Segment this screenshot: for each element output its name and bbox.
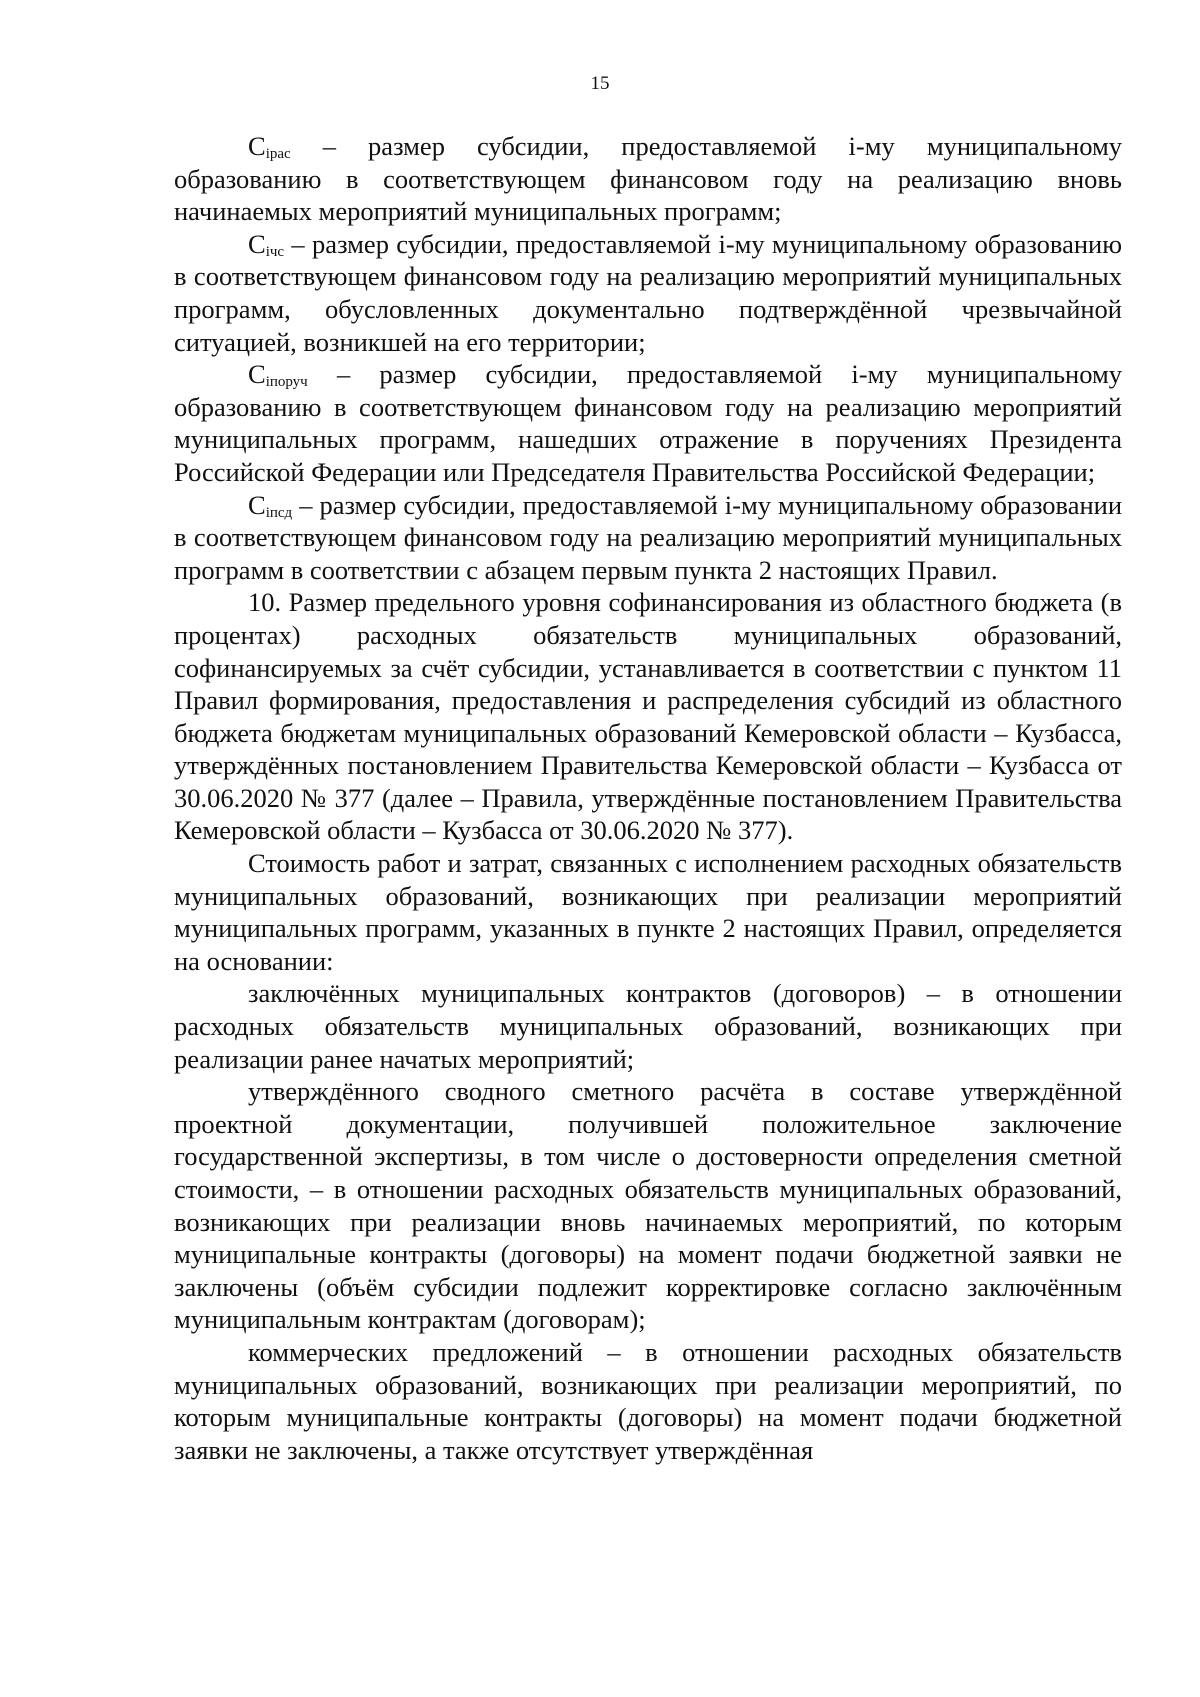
symbol-c-ipas xyxy=(248,131,291,161)
symbol-letter: С xyxy=(248,489,266,520)
symbol-subscript: iчс xyxy=(265,243,285,260)
paragraph-text: – размер субсидии, предоставляемой i-му муниципальному образованию в соответствующем финансовом году на реализацию мероприятий муниципальных программ, нашедших отражение в поручениях Президента Российской Федерации или Председателя Правительства Российской Федерации; xyxy=(174,359,1122,487)
page-number: 15 xyxy=(590,73,610,94)
paragraph-text: – размер субсидии, предоставляемой i-му муниципальному образовании в соответствующем финансовом году на реализацию мероприятий муниципальных программ в соответствии с абзацем первым пункта 2 настоящих Правил. xyxy=(174,489,1122,585)
symbol-letter: С xyxy=(248,228,266,259)
paragraph-c-ipsd-definition xyxy=(174,489,1122,587)
symbol-subscript: iпсд xyxy=(265,504,293,521)
paragraph-item-10: 10. Размер предельного уровня софинансирования из областного бюджета (в процентах) расходных обязательств муниципальных образований, софинансируемых за счёт субсидии, устанавливается в соответствии с пунктом 11 Правил формирования, предоставления и распределения субсидий из областного бюджета бюджетам муниципальных образований Кемеровской области – Кузбасса, утверждённых постановлением Правительства Кемеровской области – Кузбасса от 30.06.2020 № 377 (далее – Правила, утверждённые постановлением Правительства Кемеровской области – Кузбасса от 30.06.2020 № 377). xyxy=(174,587,1122,846)
paragraph-commercial-offers: коммерческих предложений – в отношении расходных обязательств муниципальных образований, возникающих при реализации мероприятий, по которым муниципальные контракты (договоры) на момент подачи бюджетной заявки не заключены, а также отсутствует утверждённая xyxy=(174,1336,1122,1465)
symbol-subscript: iрас xyxy=(265,146,291,162)
paragraph-approved-estimate: утверждённого сводного сметного расчёта в составе утверждённой проектной документации, получившей положительное заключение государственной экспертизы, в том числе о достоверности определения сметной стоимости, – в отношении расходных обязательств муниципальных образований, возникающих при реализации вновь начинаемых мероприятий, по которым муниципальные контракты (договоры) на момент подачи бюджетной заявки не заключены (объём субсидии подлежит корректировке согласно заключённым муниципальным контрактам (договорам); xyxy=(174,1076,1122,1335)
paragraph-cost-basis: Стоимость работ и затрат, связанных с исполнением расходных обязательств муниципальных образований, возникающих при реализации мероприятий муниципальных программ, указанных в пункте 2 настоящих Правил, определяется на основании: xyxy=(174,848,1122,976)
paragraph-concluded-contracts: заключённых муниципальных контрактов (договоров) – в отношении расходных обязательств муниципальных образований, возникающих при реализации ранее начатых мероприятий; xyxy=(174,978,1122,1074)
paragraph-c-ipas-definition xyxy=(174,130,1122,228)
symbol-letter: С xyxy=(248,131,266,161)
symbol-c-iporuch xyxy=(248,359,308,389)
paragraph-c-iporuch-definition xyxy=(174,358,1122,488)
symbol-c-ichs xyxy=(248,229,284,259)
paragraph-text: – размер субсидии, предоставляемой i-му муниципальному образованию в соответствующем финансовом году на реализацию вновь начинаемых мероприятий муниципальных программ; xyxy=(174,131,1122,227)
paragraph-c-ichs-definition xyxy=(174,228,1122,358)
symbol-subscript: iпоруч xyxy=(265,374,308,391)
paragraph-text: – размер субсидии, предоставляемой i-му муниципальному образованию в соответствующем финансовом году на реализацию мероприятий муниципальных программ, обусловленных документально подтверждённой чрезвычайной ситуацией, возникшей на его территории; xyxy=(174,228,1122,357)
document-body xyxy=(174,130,1122,1466)
symbol-letter: С xyxy=(248,359,266,390)
symbol-c-ipsd xyxy=(248,490,292,520)
